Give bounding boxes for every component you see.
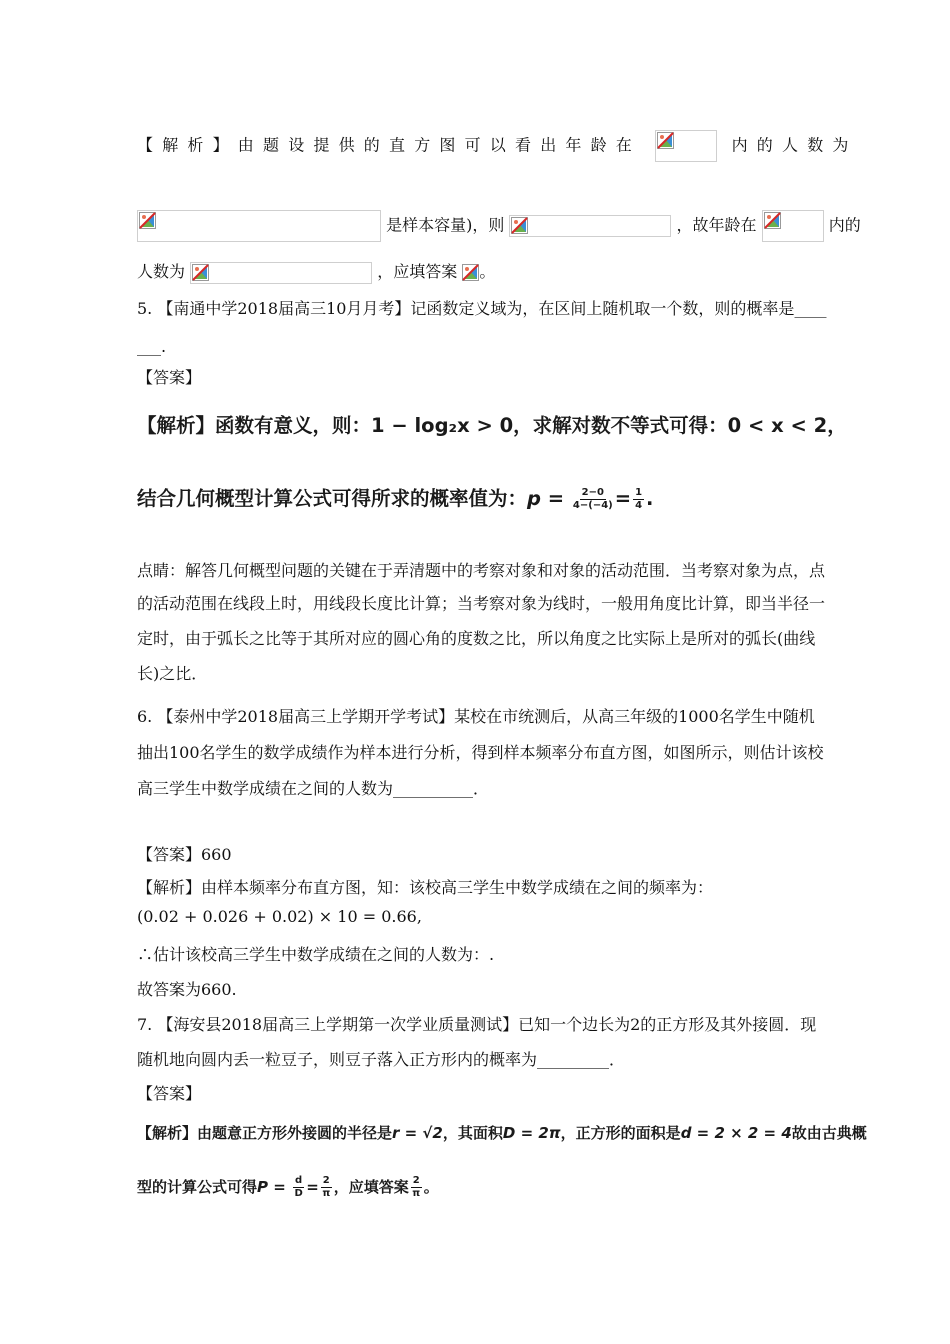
- note-line-3: 定时，由于弧长之比等于其所对应的圆心角的度数之比，所以角度之比实际上是所对的弧长(曲线: [137, 629, 816, 648]
- fraction: $\frac{2-0}{4-(-4)}$: [572, 487, 613, 511]
- question-6-line-1: 6. 【泰州中学2018届高三上学期开学考试】某校在市统测后，从高三年级的1000名学生中随机: [137, 707, 815, 726]
- question-5-line-1: 5. 【南通中学2018届高三10月月考】记函数定义域为，在区间上随机取一个数，则的概率是____: [137, 299, 827, 318]
- analysis-line-3: 人数为 ，应填答案 。: [137, 261, 495, 284]
- broken-image-icon: [462, 264, 479, 281]
- fraction: $\frac{2}{\pi}$: [322, 1175, 331, 1199]
- question-6-line-3: 高三学生中数学成绩在之间的人数为__________．: [137, 779, 490, 798]
- answer-660: 【答案】660: [137, 845, 232, 864]
- analysis-line-1: 【解析】由题设提供的直方图可以看出年龄在 内的人数为: [137, 130, 858, 162]
- formula-image: [190, 262, 372, 284]
- formula-image: [762, 210, 824, 242]
- formula-image: [509, 215, 671, 237]
- q7-analysis-image-1: 【解析】由题意正方形外接圆的半径是r = √2，其面积D = 2π，正方形的面积是d = 2 × 2 = 4故由古典概: [137, 1124, 867, 1142]
- q6-analysis-3: ∴估计该校高三学生中数学成绩在之间的人数为：.: [137, 945, 495, 964]
- analysis-image-line-2: 结合几何概型计算公式可得所求的概率值为：p = $\frac{2-0}{4-(-4)}$ = $\frac{1}{4}$ .: [137, 487, 654, 511]
- q7-analysis-image-2: 型的计算公式可得P = $\frac{d}{D}$ = $\frac{2}{\pi}$ ，应填答案 $\frac{2}{\pi}$ 。: [137, 1175, 439, 1199]
- formula-image: [137, 210, 381, 242]
- q6-analysis-4: 故答案为660.: [137, 980, 237, 999]
- broken-image-icon: [764, 212, 781, 229]
- formula-image: [462, 264, 479, 281]
- formula-image: [655, 130, 717, 162]
- broken-image-icon: [511, 217, 528, 234]
- q6-analysis-1: 【解析】由样本频率分布直方图，知：该校高三学生中数学成绩在之间的频率为：: [137, 878, 714, 897]
- broken-image-icon: [192, 264, 209, 281]
- fraction: $\frac{d}{D}$: [294, 1175, 303, 1199]
- note-line-1: 点睛：解答几何概型问题的关键在于弄清题中的考察对象和对象的活动范围．当考察对象为点，点: [137, 561, 826, 580]
- answer-label: 【答案】: [137, 1084, 202, 1103]
- analysis-image-line-1: 【解析】函数有意义，则：1 − log₂x > 0，求解对数不等式可得：0 < x < 2，: [137, 414, 847, 437]
- broken-image-icon: [139, 212, 156, 229]
- analysis-line-2: 是样本容量)，则 ，故年龄在 内的: [137, 210, 861, 242]
- question-6-line-2: 抽出100名学生的数学成绩作为样本进行分析，得到样本频率分布直方图，如图所示，则估计该校: [137, 743, 824, 762]
- fraction: $\frac{2}{\pi}$: [412, 1175, 421, 1199]
- answer-label: 【答案】: [137, 368, 202, 387]
- question-5-line-2: ___.: [137, 337, 167, 356]
- broken-image-icon: [657, 132, 674, 149]
- note-line-2: 的活动范围在线段上时，用线段长度比计算；当考察对象为线时，一般用角度比计算，即当半径一: [137, 594, 826, 613]
- question-7-line-2: 随机地向圆内丢一粒豆子，则豆子落入正方形内的概率为_________．: [137, 1050, 626, 1069]
- note-line-4: 长)之比．: [137, 664, 208, 683]
- q6-analysis-2: (0.02 + 0.026 + 0.02) × 10 = 0.66,: [137, 907, 422, 926]
- question-7-line-1: 7. 【海安县2018届高三上学期第一次学业质量测试】已知一个边长为2的正方形及其外接圆．现: [137, 1015, 817, 1034]
- fraction: $\frac{1}{4}$: [635, 487, 643, 511]
